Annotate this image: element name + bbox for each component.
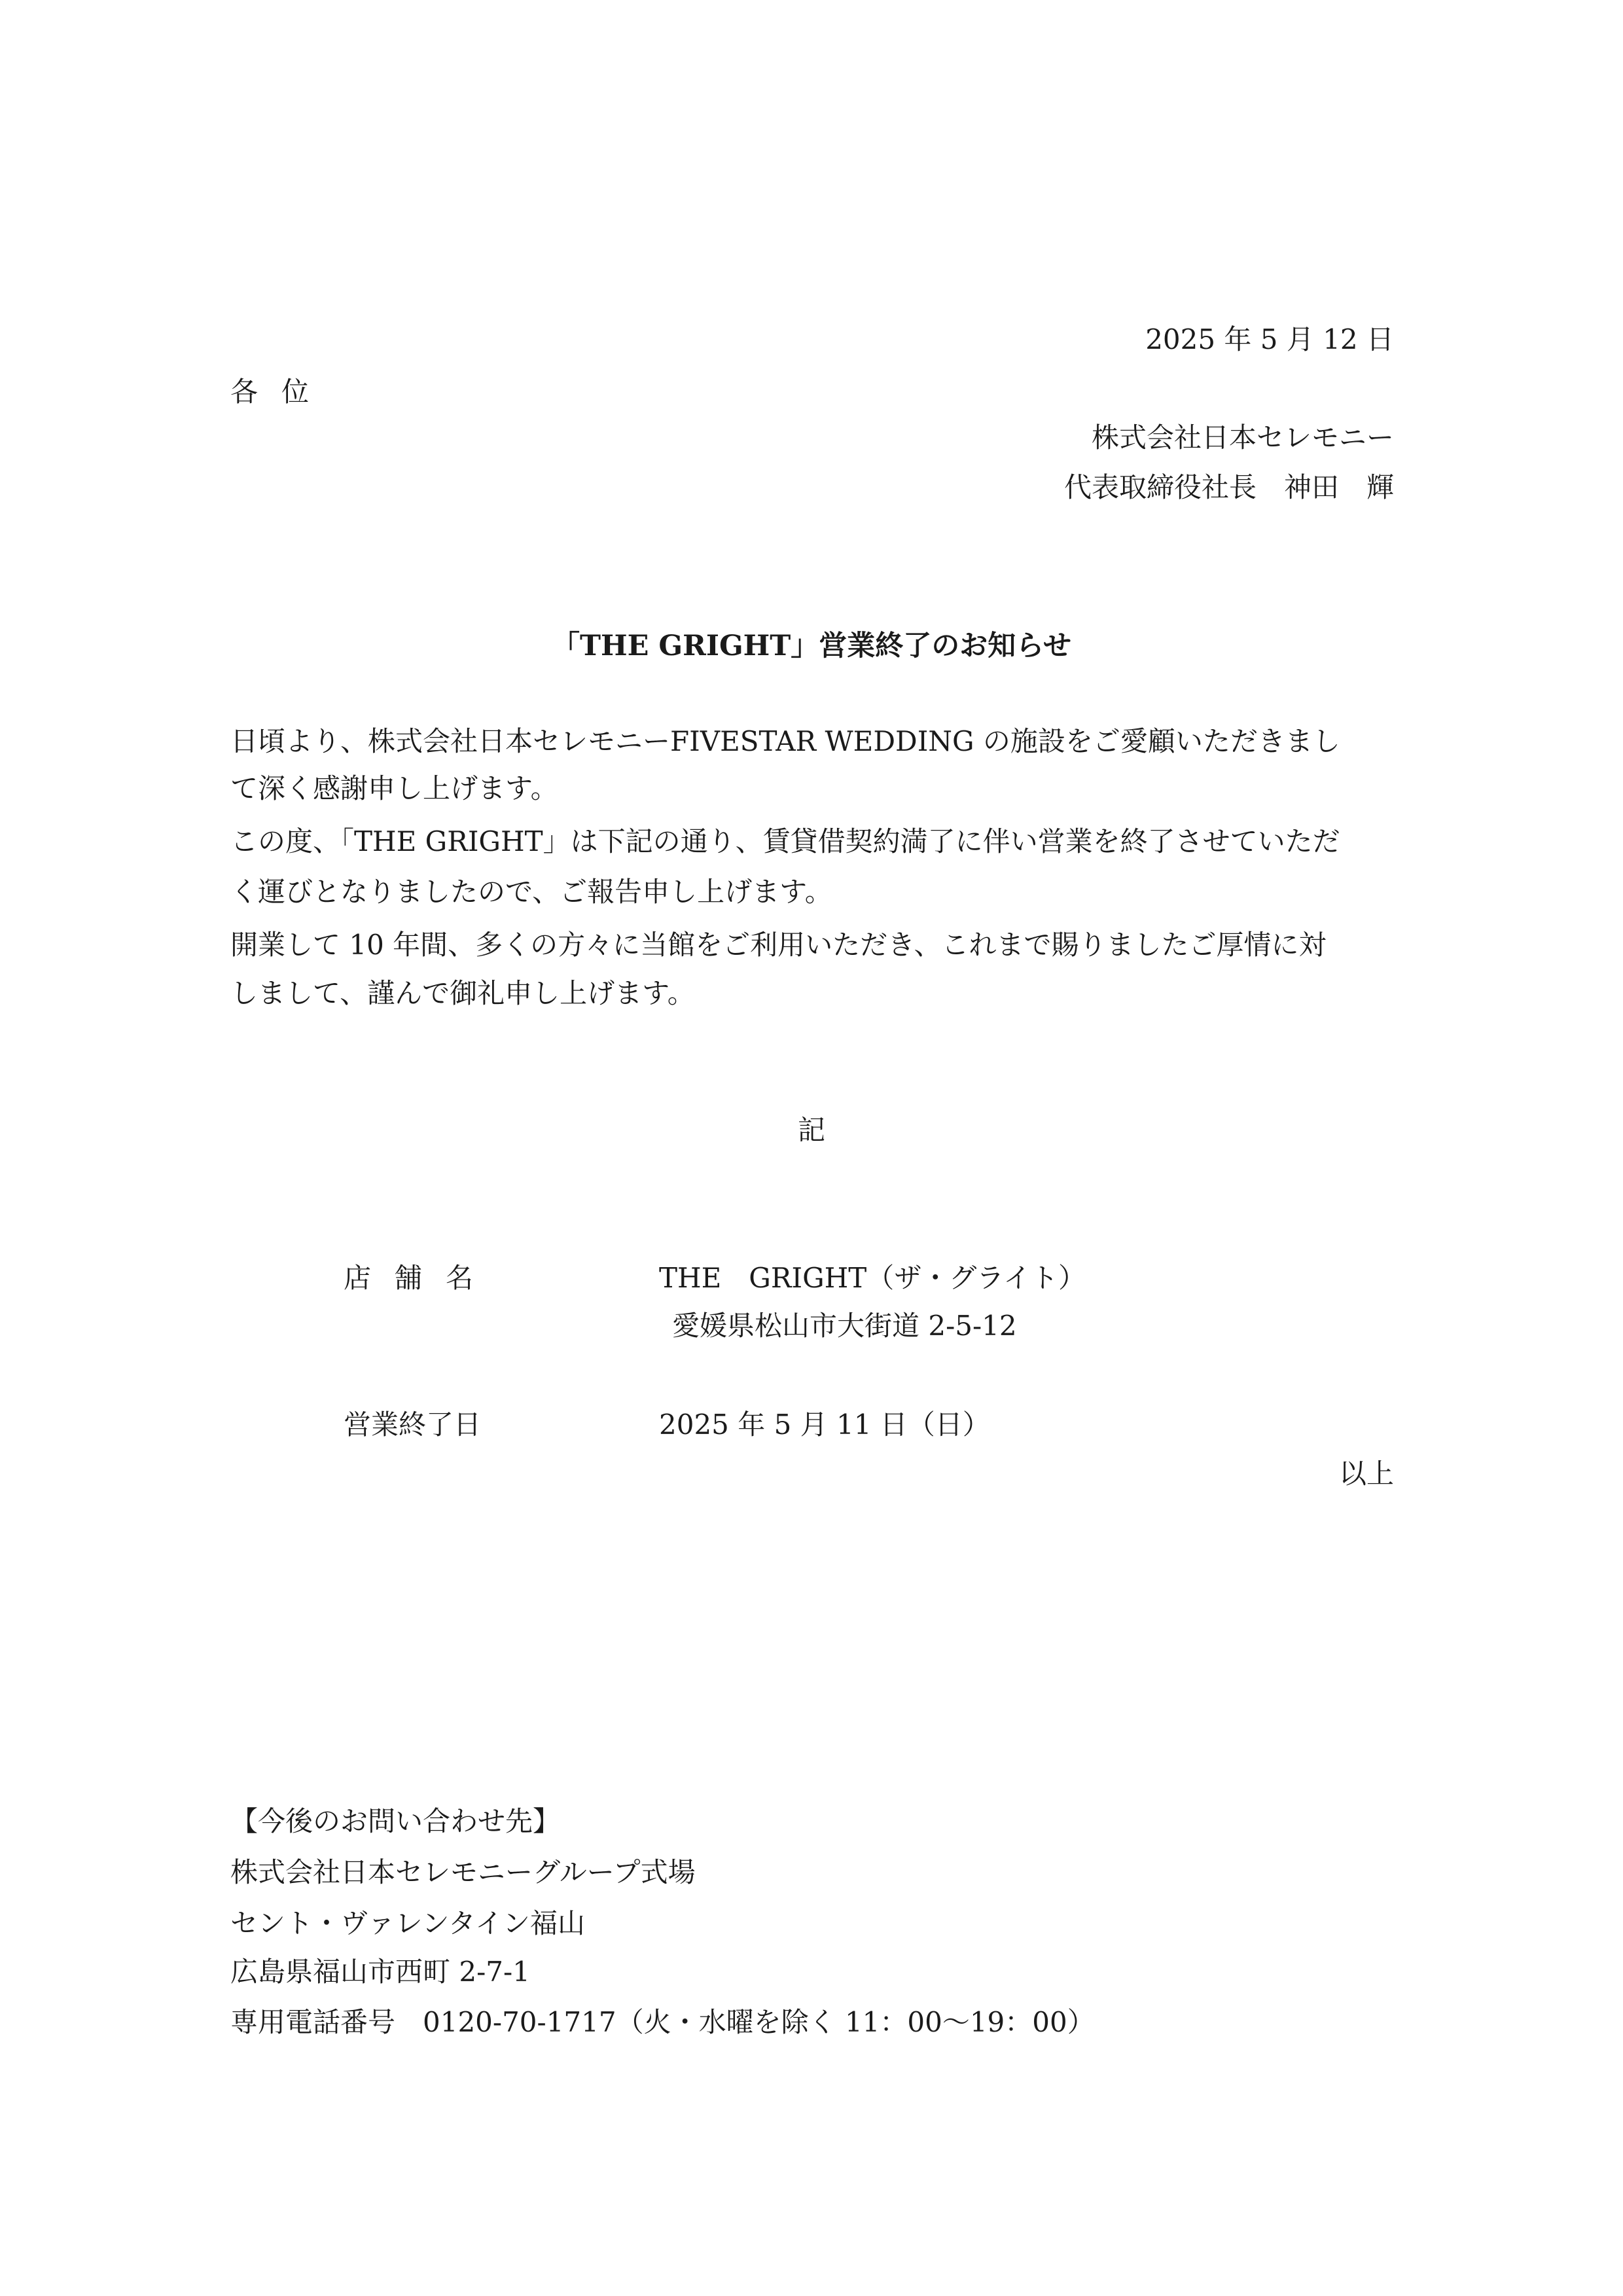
contact-line: 専用電話番号 0120-70-1717（火・水曜を除く 11：00〜19：00）	[230, 2006, 1095, 2038]
body-line: 開業して 10 年間、多くの方々に当館をご利用いただき、これまで賜りましたご厚情に対	[230, 929, 1327, 961]
body-line: く運びとなりましたので、ご報告申し上げます。	[230, 876, 832, 908]
contact-line: 株式会社日本セレモニーグループ式場	[230, 1856, 696, 1888]
body-line: しまして、謹んで御礼申し上げます。	[230, 977, 695, 1009]
closing-mark: 以上	[1338, 1458, 1394, 1490]
store-address-value: 愛媛県松山市大街道 2-5-12	[672, 1310, 1017, 1342]
contact-line: 広島県福山市西町 2-7-1	[230, 1956, 530, 1988]
body-line: 日頃より、株式会社日本セレモニーFIVESTAR WEDDING の施設をご愛顧いただきまし	[230, 725, 1340, 757]
body-line: この度、「THE GRIGHT」は下記の通り、賃貸借契約満了に伴い営業を終了させていただ	[230, 825, 1340, 857]
contact-line: セント・ヴァレンタイン福山	[230, 1907, 586, 1939]
body-line: て深く感謝申し上げます。	[230, 772, 558, 804]
closing-date-value: 2025 年 5 月 11 日（日）	[659, 1408, 990, 1441]
closing-date-label: 営業終了日	[344, 1408, 482, 1441]
store-name-value: THE GRIGHT（ザ・グライト）	[659, 1262, 1086, 1294]
document-date: 2025 年 5 月 12 日	[1145, 323, 1394, 355]
store-name-label: 店舗名	[344, 1262, 497, 1294]
addressee: 各位	[230, 376, 333, 408]
sender-representative: 代表取締役社長 神田 輝	[1063, 471, 1394, 503]
sender-company: 株式会社日本セレモニー	[1091, 422, 1394, 454]
ki-heading: 記	[797, 1114, 825, 1146]
notice-title: 「THE GRIGHT」営業終了のお知らせ	[552, 630, 1071, 662]
contact-heading: 【今後のお問い合わせ先】	[230, 1805, 561, 1837]
